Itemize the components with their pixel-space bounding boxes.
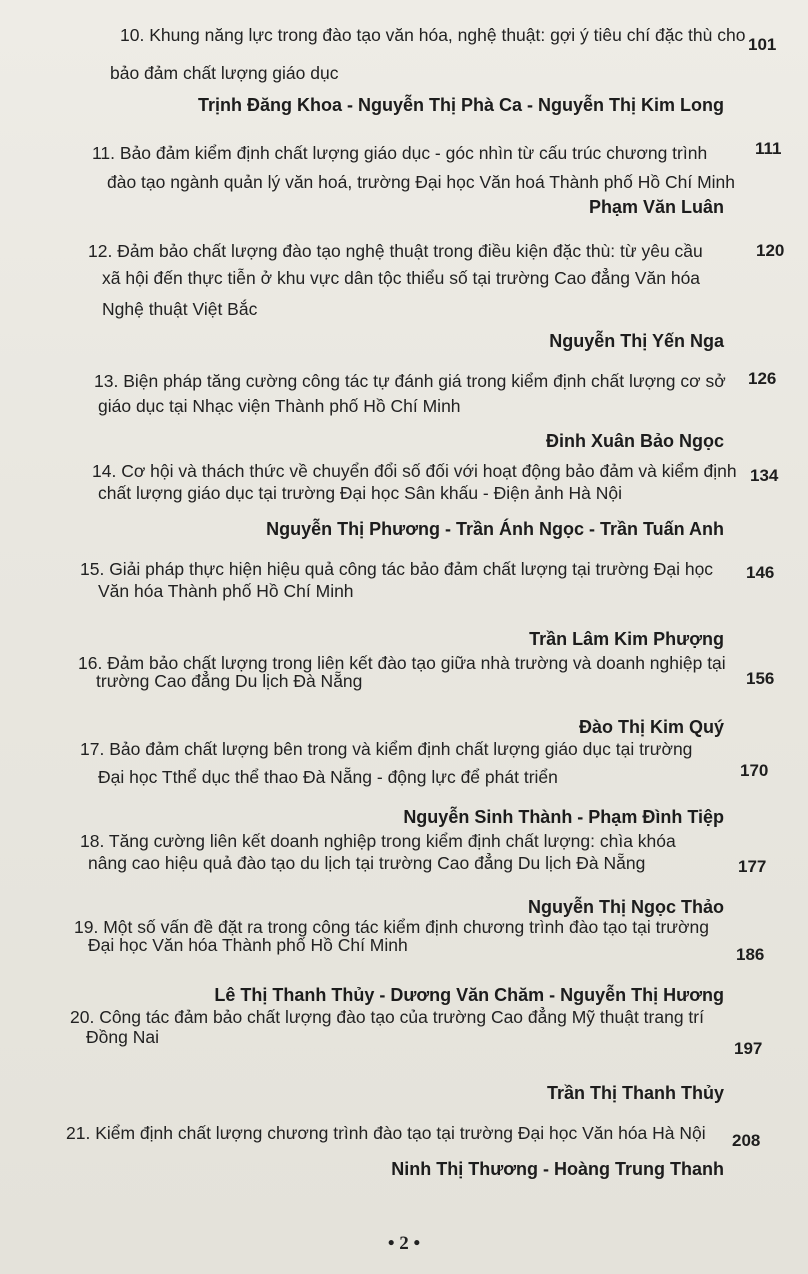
entry-title-line: 14. Cơ hội và thách thức về chuyển đổi số đối với hoạt động bảo đảm và kiểm định — [92, 461, 737, 481]
entry-page-number: 186 — [736, 945, 765, 964]
entry-authors: Nguyễn Thị Yến Nga — [549, 331, 724, 351]
entry-page-number: 134 — [750, 466, 779, 485]
entry-title-line: Nghệ thuật Việt Bắc — [102, 299, 258, 319]
entry-page-number: 197 — [734, 1039, 763, 1058]
entry-authors: Đào Thị Kim Quý — [578, 717, 724, 737]
entry-title-line: 15. Giải pháp thực hiện hiệu quả công tác bảo đảm chất lượng tại trường Đại học — [80, 559, 714, 579]
entry-authors: Trần Lâm Kim Phượng — [529, 629, 724, 649]
entry-title-line: Đại học Tthể dục thể thao Đà Nẵng - động lực để phát triển — [98, 767, 558, 787]
entry-title-line: 18. Tăng cường liên kết doanh nghiệp trong kiểm định chất lượng: chìa khóa — [80, 831, 676, 851]
entry-authors: Nguyễn Sinh Thành - Phạm Đình Tiệp — [403, 807, 724, 827]
entry-page-number: 156 — [746, 669, 775, 688]
entry-authors: Ninh Thị Thương - Hoàng Trung Thanh — [391, 1159, 724, 1179]
entry-authors: Đinh Xuân Bảo Ngọc — [545, 431, 724, 451]
entry-authors: Trần Thị Thanh Thủy — [547, 1083, 724, 1103]
entry-title-line: nâng cao hiệu quả đào tạo du lịch tại trường Cao đẳng Du lịch Đà Nẵng — [88, 853, 646, 873]
entry-title-line: 17. Bảo đảm chất lượng bên trong và kiểm định chất lượng giáo dục tại trường — [80, 739, 693, 759]
entry-title-line: 10. Khung năng lực trong đào tạo văn hóa, nghệ thuật: gợi ý tiêu chí đặc thù cho — [120, 25, 746, 45]
entry-title-line: 12. Đảm bảo chất lượng đào tạo nghệ thuật trong điều kiện đặc thù: từ yêu cầu — [88, 241, 703, 261]
entry-title-line: Đại học Văn hóa Thành phố Hồ Chí Minh — [88, 935, 408, 955]
entry-title-line: đào tạo ngành quản lý văn hoá, trường Đại học Văn hoá Thành phố Hồ Chí Minh — [107, 172, 736, 192]
entry-page-number: 146 — [746, 563, 775, 582]
entry-authors: Nguyễn Thị Ngọc Thảo — [528, 897, 724, 917]
entry-page-number: 170 — [740, 761, 769, 780]
entry-page-number: 208 — [732, 1131, 761, 1150]
entry-page-number: 111 — [755, 139, 782, 158]
entry-authors: Trịnh Đăng Khoa - Nguyễn Thị Phà Ca - Nguyễn Thị Kim Long — [198, 95, 724, 115]
entry-title-line: giáo dục tại Nhạc viện Thành phố Hồ Chí Minh — [98, 396, 461, 416]
entry-title-line: chất lượng giáo dục tại trường Đại học Sân khấu - Điện ảnh Hà Nội — [98, 483, 623, 503]
entry-authors: Nguyễn Thị Phương - Trần Ánh Ngọc - Trần Tuấn Anh — [266, 519, 724, 539]
entry-title-line: xã hội đến thực tiễn ở khu vực dân tộc thiểu số tại trường Cao đẳng Văn hóa — [102, 268, 701, 288]
entry-title-line: 16. Đảm bảo chất lượng trong liên kết đào tạo giữa nhà trường và doanh nghiệp tại — [78, 653, 726, 673]
entry-title-line: 11. Bảo đảm kiểm định chất lượng giáo dục - góc nhìn từ cấu trúc chương trình — [92, 143, 708, 163]
entry-authors: Lê Thị Thanh Thủy - Dương Văn Chăm - Nguyễn Thị Hương — [214, 985, 724, 1005]
entry-title-line: Văn hóa Thành phố Hồ Chí Minh — [98, 581, 354, 601]
page-footer-number: • 2 • — [387, 1233, 421, 1254]
entry-title-line: 13. Biện pháp tăng cường công tác tự đánh giá trong kiểm định chất lượng cơ sở — [94, 371, 726, 391]
entry-page-number: 120 — [756, 241, 785, 260]
entry-authors: Phạm Văn Luân — [588, 197, 724, 217]
entry-title-line: Đồng Nai — [86, 1027, 159, 1047]
entry-title-line: trường Cao đẳng Du lịch Đà Nẵng — [96, 671, 363, 691]
entry-title-line: 21. Kiểm định chất lượng chương trình đào tạo tại trường Đại học Văn hóa Hà Nội — [66, 1123, 706, 1143]
entry-page-number: 177 — [738, 857, 767, 876]
entry-page-number: 126 — [748, 369, 777, 388]
entry-title-line: bảo đảm chất lượng giáo dục — [110, 63, 339, 83]
entry-page-number: 101 — [748, 35, 777, 54]
entry-title-line: 19. Một số vấn đề đặt ra trong công tác kiểm định chương trình đào tạo tại trường — [74, 917, 709, 937]
entry-title-line: 20. Công tác đảm bảo chất lượng đào tạo của trường Cao đẳng Mỹ thuật trang trí — [70, 1007, 704, 1027]
